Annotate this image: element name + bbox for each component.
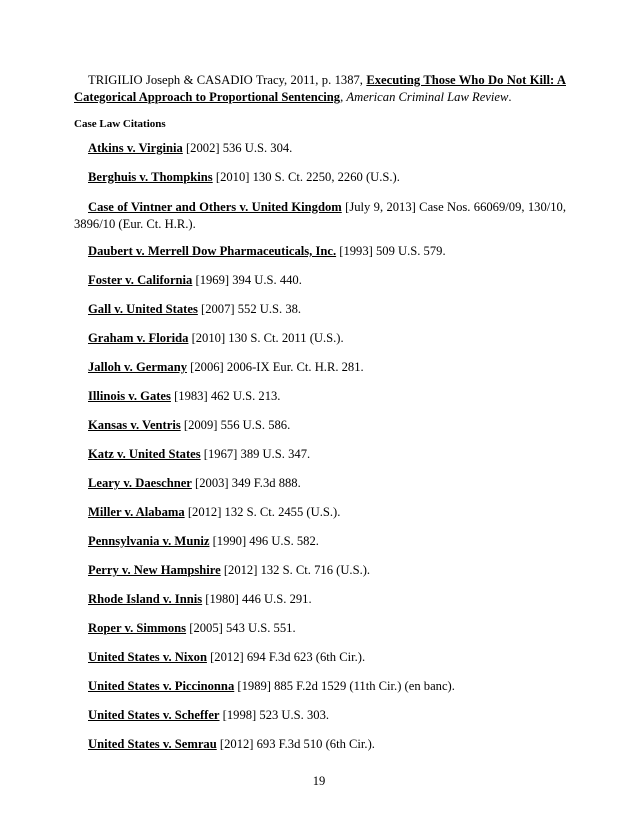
case-name: Leary v. Daeschner <box>88 476 192 490</box>
citation-item <box>74 736 566 753</box>
case-detail: [2007] 552 U.S. 38. <box>201 302 302 316</box>
case-detail: [2012] 693 F.3d 510 (6th Cir.). <box>219 737 375 751</box>
citation-item <box>74 475 566 492</box>
intro-end: . <box>508 90 512 104</box>
citation-item <box>74 562 566 579</box>
case-name: Pennsylvania v. Muniz <box>88 534 210 548</box>
intro-comma: , <box>340 90 344 104</box>
case-detail: [2009] 556 U.S. 586. <box>183 418 291 432</box>
case-name: Graham v. Florida <box>88 331 189 345</box>
citation-item <box>74 140 566 157</box>
citation-item <box>74 678 566 695</box>
case-name: Daubert v. Merrell Dow Pharmaceuticals, Inc. <box>88 244 337 258</box>
case-name: United States v. Scheffer <box>88 708 220 722</box>
case-name: United States v. Nixon <box>88 650 207 664</box>
citation-item <box>74 272 566 289</box>
case-name: Miller v. Alabama <box>88 505 185 519</box>
case-name: Rhode Island v. Innis <box>88 592 203 606</box>
case-detail: [2012] 694 F.3d 623 (6th Cir.). <box>210 650 366 664</box>
case-detail: [2005] 543 U.S. 551. <box>189 621 296 635</box>
case-detail: [2010] 130 S. Ct. 2011 (U.S.). <box>191 331 344 345</box>
citation-item <box>74 707 566 724</box>
intro-reference <box>74 72 566 106</box>
case-name: Illinois v. Gates <box>88 389 171 403</box>
case-detail: [2010] 130 S. Ct. 2250, 2260 (U.S.). <box>215 170 400 184</box>
case-name: Roper v. Simmons <box>88 621 187 635</box>
case-detail: [1998] 523 U.S. 303. <box>222 708 330 722</box>
case-name: Case of Vintner and Others v. United Kingdom <box>88 200 342 214</box>
case-detail: [2012] 132 S. Ct. 2455 (U.S.). <box>187 505 341 519</box>
case-name: United States v. Piccinonna <box>88 679 235 693</box>
intro-authors: TRIGILIO Joseph & CASADIO Tracy, 2011, p. 1387, <box>88 73 363 87</box>
case-name: Jalloh v. Germany <box>88 360 188 374</box>
case-name: Gall v. United States <box>88 302 198 316</box>
citation-item <box>74 504 566 521</box>
citation-item <box>74 169 566 186</box>
case-detail: [1967] 389 U.S. 347. <box>203 447 311 461</box>
case-detail: [1993] 509 U.S. 579. <box>339 244 446 258</box>
citation-item <box>74 359 566 376</box>
case-detail: [1989] 885 F.2d 1529 (11th Cir.) (en banc). <box>237 679 455 693</box>
case-detail: [July 9, 2013] Case Nos. 66069/09, 130/10, 3896/10 (Eur. Ct. H.R.). <box>74 200 567 231</box>
citation-item <box>74 620 566 637</box>
citation-item <box>74 388 566 405</box>
case-detail: [1990] 496 U.S. 582. <box>212 534 319 548</box>
citation-item <box>74 417 566 434</box>
case-name: Kansas v. Ventris <box>88 418 181 432</box>
case-detail: [2012] 132 S. Ct. 716 (U.S.). <box>223 563 371 577</box>
intro-article-title: Executing Those Who Do Not Kill: A Categorical Approach to Proportional Sentencing <box>74 73 566 104</box>
case-detail: [2006] 2006-IX Eur. Ct. H.R. 281. <box>190 360 364 374</box>
case-name: Berghuis v. Thompkins <box>88 170 213 184</box>
citation-item <box>74 330 566 347</box>
citation-item <box>74 649 566 666</box>
citation-item <box>74 243 566 260</box>
case-detail: [2002] 536 U.S. 304. <box>185 141 293 155</box>
case-name: Katz v. United States <box>88 447 201 461</box>
section-heading: Case Law Citations <box>74 118 166 130</box>
citation-item <box>74 446 566 463</box>
citation-item <box>74 199 566 233</box>
case-detail: [1983] 462 U.S. 213. <box>174 389 281 403</box>
case-name: Perry v. New Hampshire <box>88 563 221 577</box>
case-name: Atkins v. Virginia <box>88 141 183 155</box>
citation-item <box>74 533 566 550</box>
intro-journal: American Criminal Law Review <box>346 90 509 104</box>
case-detail: [1969] 394 U.S. 440. <box>195 273 302 287</box>
page-number: 19 <box>312 774 326 788</box>
case-name: United States v. Semrau <box>88 737 217 751</box>
case-name: Foster v. California <box>88 273 193 287</box>
citation-item <box>74 301 566 318</box>
case-detail: [1980] 446 U.S. 291. <box>205 592 312 606</box>
citation-item <box>74 591 566 608</box>
case-detail: [2003] 349 F.3d 888. <box>195 476 301 490</box>
